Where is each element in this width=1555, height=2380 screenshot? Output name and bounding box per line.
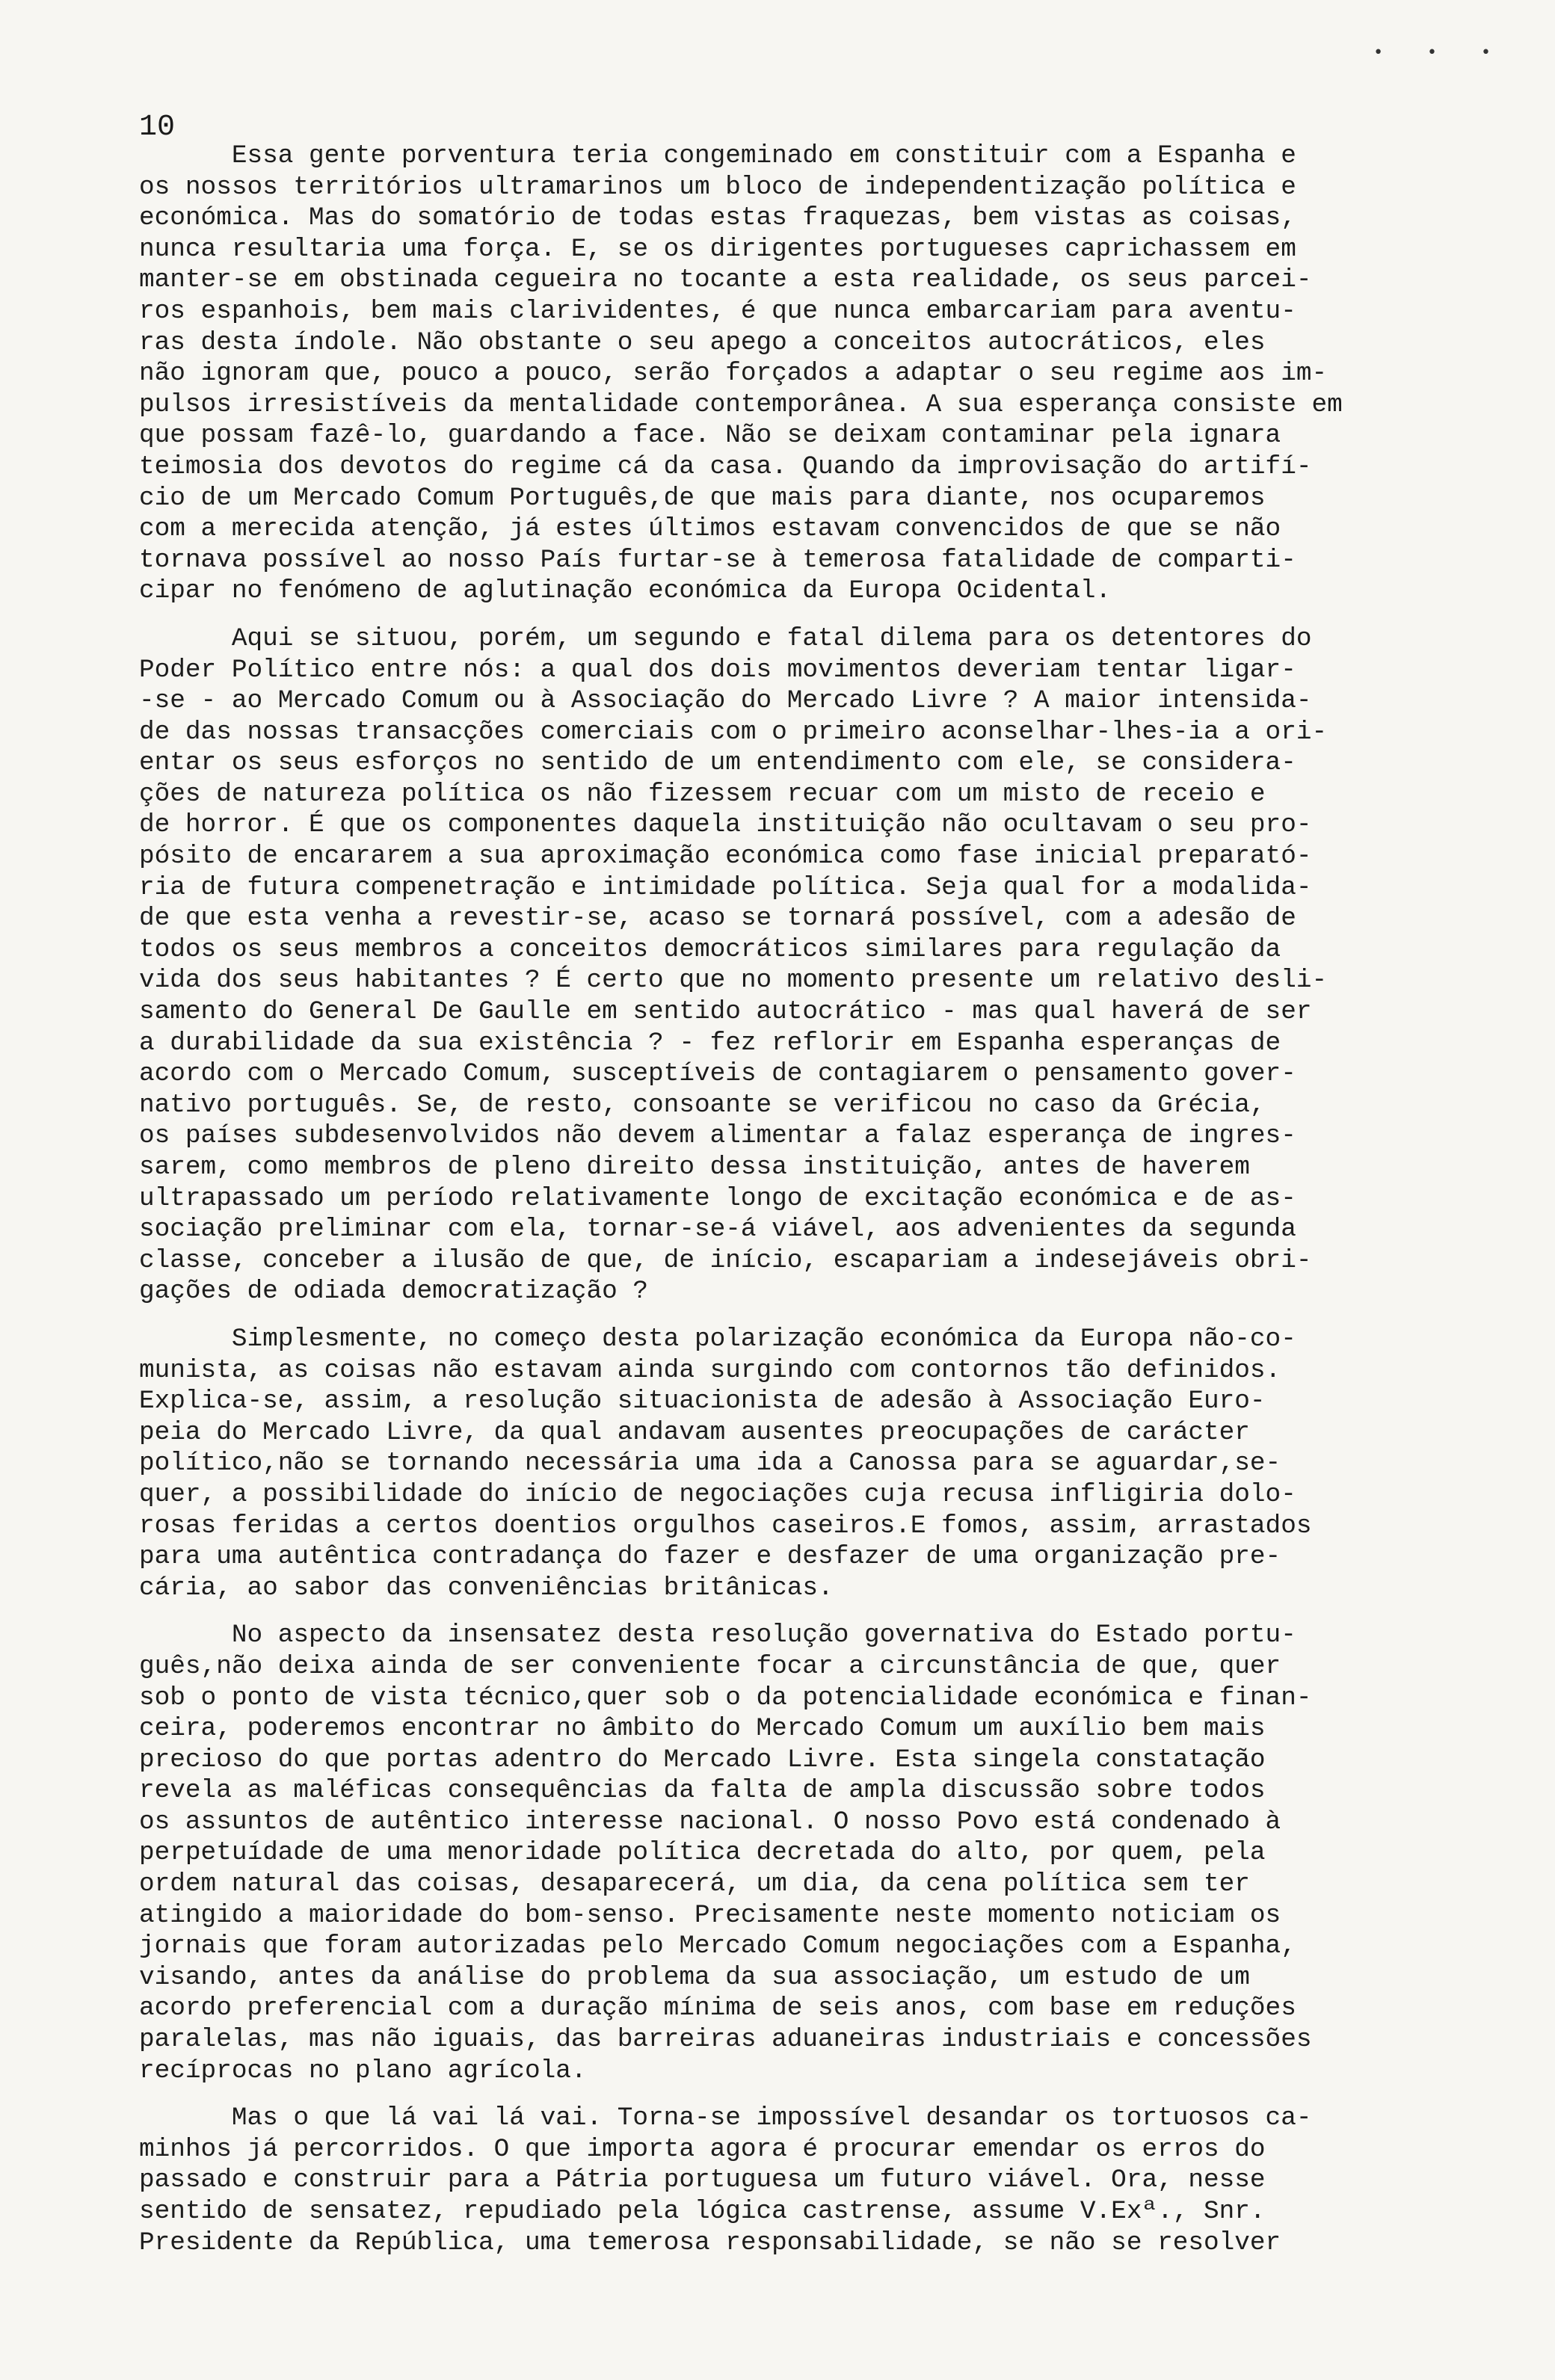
text-line: Mas o que lá vai lá vai. Torna-se impossível desandar os tortuosos ca-	[139, 2103, 1312, 2133]
text-line: ultrapassado um período relativamente longo de excitação económica e de as-	[139, 1183, 1296, 1213]
text-line: passado e construir para a Pátria portuguesa um futuro viável. Ora, nesse	[139, 2165, 1266, 2195]
text-line: munista, as coisas não estavam ainda surgindo com contornos tão definidos.	[139, 1355, 1281, 1385]
text-line: jornais que foram autorizadas pelo Mercado Comum negociações com a Espanha,	[139, 1932, 1296, 1961]
text-line: Explica-se, assim, a resolução situacionista de adesão à Associação Euro-	[139, 1387, 1266, 1416]
text-line: ria de futura compenetração e intimidade política. Seja qual for a modalida-	[139, 872, 1312, 902]
text-line: cária, ao sabor das conveniências britânicas.	[139, 1573, 834, 1603]
text-line: ras desta índole. Não obstante o seu apego a conceitos autocráticos, eles	[139, 327, 1266, 357]
text-line: precioso do que portas adentro do Mercado Livre. Esta singela constatação	[139, 1745, 1266, 1775]
scan-specks: • • •	[1373, 43, 1510, 62]
text-line: ções de natureza política os não fizessem recuar com um misto de receio e	[139, 779, 1266, 809]
text-line: samento do General De Gaulle em sentido autocrático - mas qual haverá de ser	[139, 997, 1312, 1027]
text-line: quer, a possibilidade do início de negociações cuja recusa infligiria dolo-	[139, 1479, 1296, 1509]
text-line: Presidente da República, uma temerosa responsabilidade, se não se resolver	[139, 2228, 1281, 2257]
text-line: acordo preferencial com a duração mínima de seis anos, com base em reduções	[139, 1994, 1296, 2023]
text-line: a durabilidade da sua existência ? - fez reflorir em Espanha esperanças de	[139, 1028, 1281, 1058]
text-line: tornava possível ao nosso País furtar-se à temerosa fatalidade de comparti-	[139, 545, 1296, 575]
text-line: sociação preliminar com ela, tornar-se-á viável, aos advenientes da segunda	[139, 1215, 1296, 1245]
text-line: nativo português. Se, de resto, consoante se verificou no caso da Grécia,	[139, 1090, 1266, 1120]
text-line: os nossos territórios ultramarinos um bloco de independentização política e	[139, 172, 1296, 202]
paragraph	[139, 1324, 1477, 1603]
text-line: não ignoram que, pouco a pouco, serão forçados a adaptar o seu regime aos im-	[139, 359, 1328, 389]
paragraph	[139, 623, 1477, 1307]
text-line: ceira, poderemos encontrar no âmbito do Mercado Comum um auxílio bem mais	[139, 1714, 1266, 1744]
text-line: acordo com o Mercado Comum, susceptíveis de contagiarem o pensamento gover-	[139, 1059, 1296, 1089]
text-line: perpetuídade de uma menoridade política decretada do alto, por quem, pela	[139, 1838, 1266, 1868]
text-line: rosas feridas a certos doentios orgulhos caseiros.E fomos, assim, arrastados	[139, 1511, 1312, 1541]
body-text	[139, 141, 1477, 2275]
text-line: de horror. É que os componentes daquela instituição não ocultavam o seu pro-	[139, 810, 1312, 840]
text-line: os países subdesenvolvidos não devem alimentar a falaz esperança de ingres-	[139, 1121, 1296, 1151]
text-line: Essa gente porventura teria congeminado em constituir com a Espanha e	[139, 141, 1296, 170]
text-line: Poder Político entre nós: a qual dos dois movimentos deveriam tentar ligar-	[139, 655, 1296, 685]
text-line: os assuntos de autêntico interesse nacional. O nosso Povo está condenado à	[139, 1807, 1281, 1837]
text-line: guês,não deixa ainda de ser conveniente focar a circunstância de que, quer	[139, 1651, 1281, 1681]
text-line: sentido de sensatez, repudiado pela lógica castrense, assume V.Exª., Snr.	[139, 2197, 1266, 2226]
text-line: económica. Mas do somatório de todas estas fraquezas, bem vistas as coisas,	[139, 203, 1296, 233]
text-line: manter-se em obstinada cegueira no tocante a esta realidade, os seus parcei-	[139, 265, 1312, 295]
text-line: classe, conceber a ilusão de que, de início, escapariam a indesejáveis obri-	[139, 1245, 1312, 1275]
text-line: minhos já percorridos. O que importa agora é procurar emendar os erros do	[139, 2134, 1266, 2164]
text-line: todos os seus membros a conceitos democráticos similares para regulação da	[139, 934, 1281, 964]
text-line: atingido a maioridade do bom-senso. Precisamente neste momento noticiam os	[139, 1900, 1281, 1930]
text-line: recíprocas no plano agrícola.	[139, 2056, 587, 2085]
text-line: para uma autêntica contradança do fazer e desfazer de uma organização pre-	[139, 1542, 1281, 1572]
text-line: que possam fazê-lo, guardando a face. Não se deixam contaminar pela ignara	[139, 421, 1281, 451]
text-line: cipar no fenómeno de aglutinação económica da Europa Ocidental.	[139, 576, 1112, 606]
text-line: vida dos seus habitantes ? É certo que no momento presente um relativo desli-	[139, 966, 1328, 996]
text-line: nunca resultaria uma força. E, se os dirigentes portugueses caprichassem em	[139, 234, 1296, 264]
text-line: paralelas, mas não iguais, das barreiras aduaneiras industriais e concessões	[139, 2025, 1312, 2055]
text-line: pósito de encararem a sua aproximação económica como fase inicial preparató-	[139, 842, 1312, 872]
text-line: Aqui se situou, porém, um segundo e fatal dilema para os detentores do	[139, 623, 1312, 653]
text-line: de que esta venha a revestir-se, acaso se tornará possível, com a adesão de	[139, 904, 1296, 934]
text-line: -se - ao Mercado Comum ou à Associação do Mercado Livre ? A maior intensida-	[139, 686, 1312, 716]
text-line: revela as maléficas consequências da falta de ampla discussão sobre todos	[139, 1776, 1266, 1806]
text-line: sarem, como membros de pleno direito dessa instituição, antes de haverem	[139, 1153, 1250, 1182]
text-line: político,não se tornando necessária uma ida a Canossa para se aguardar,se-	[139, 1449, 1281, 1479]
paragraph	[139, 2103, 1477, 2258]
text-line: gações de odiada democratização ?	[139, 1277, 649, 1307]
text-line: sob o ponto de vista técnico,quer sob o da potencialidade económica e finan-	[139, 1683, 1312, 1712]
text-line: pulsos irresistíveis da mentalidade contemporânea. A sua esperança consiste em	[139, 389, 1343, 419]
text-line: de das nossas transacções comerciais com o primeiro aconselhar-lhes-ia a ori-	[139, 717, 1328, 747]
text-line: visando, antes da análise do problema da sua associação, um estudo de um	[139, 1962, 1250, 1992]
text-line: com a merecida atenção, já estes últimos estavam convencidos de que se não	[139, 514, 1281, 544]
text-line: ros espanhois, bem mais clarividentes, é que nunca embarcariam para aventu-	[139, 296, 1296, 326]
text-line: ordem natural das coisas, desaparecerá, um dia, da cena política sem ter	[139, 1869, 1250, 1899]
text-line: teimosia dos devotos do regime cá da casa. Quando da improvisação do artifí-	[139, 451, 1312, 481]
paragraph	[139, 1620, 1477, 2086]
text-line: peia do Mercado Livre, da qual andavam ausentes preocupações de carácter	[139, 1417, 1250, 1447]
text-line: cio de um Mercado Comum Português,de que mais para diante, nos ocuparemos	[139, 483, 1266, 513]
text-line: entar os seus esforços no sentido de um entendimento com ele, se considera-	[139, 748, 1296, 778]
page-number: 10	[139, 111, 176, 144]
paragraph	[139, 141, 1477, 607]
text-line: No aspecto da insensatez desta resolução governativa do Estado portu-	[139, 1621, 1296, 1650]
text-line: Simplesmente, no começo desta polarização económica da Europa não-co-	[139, 1324, 1296, 1354]
